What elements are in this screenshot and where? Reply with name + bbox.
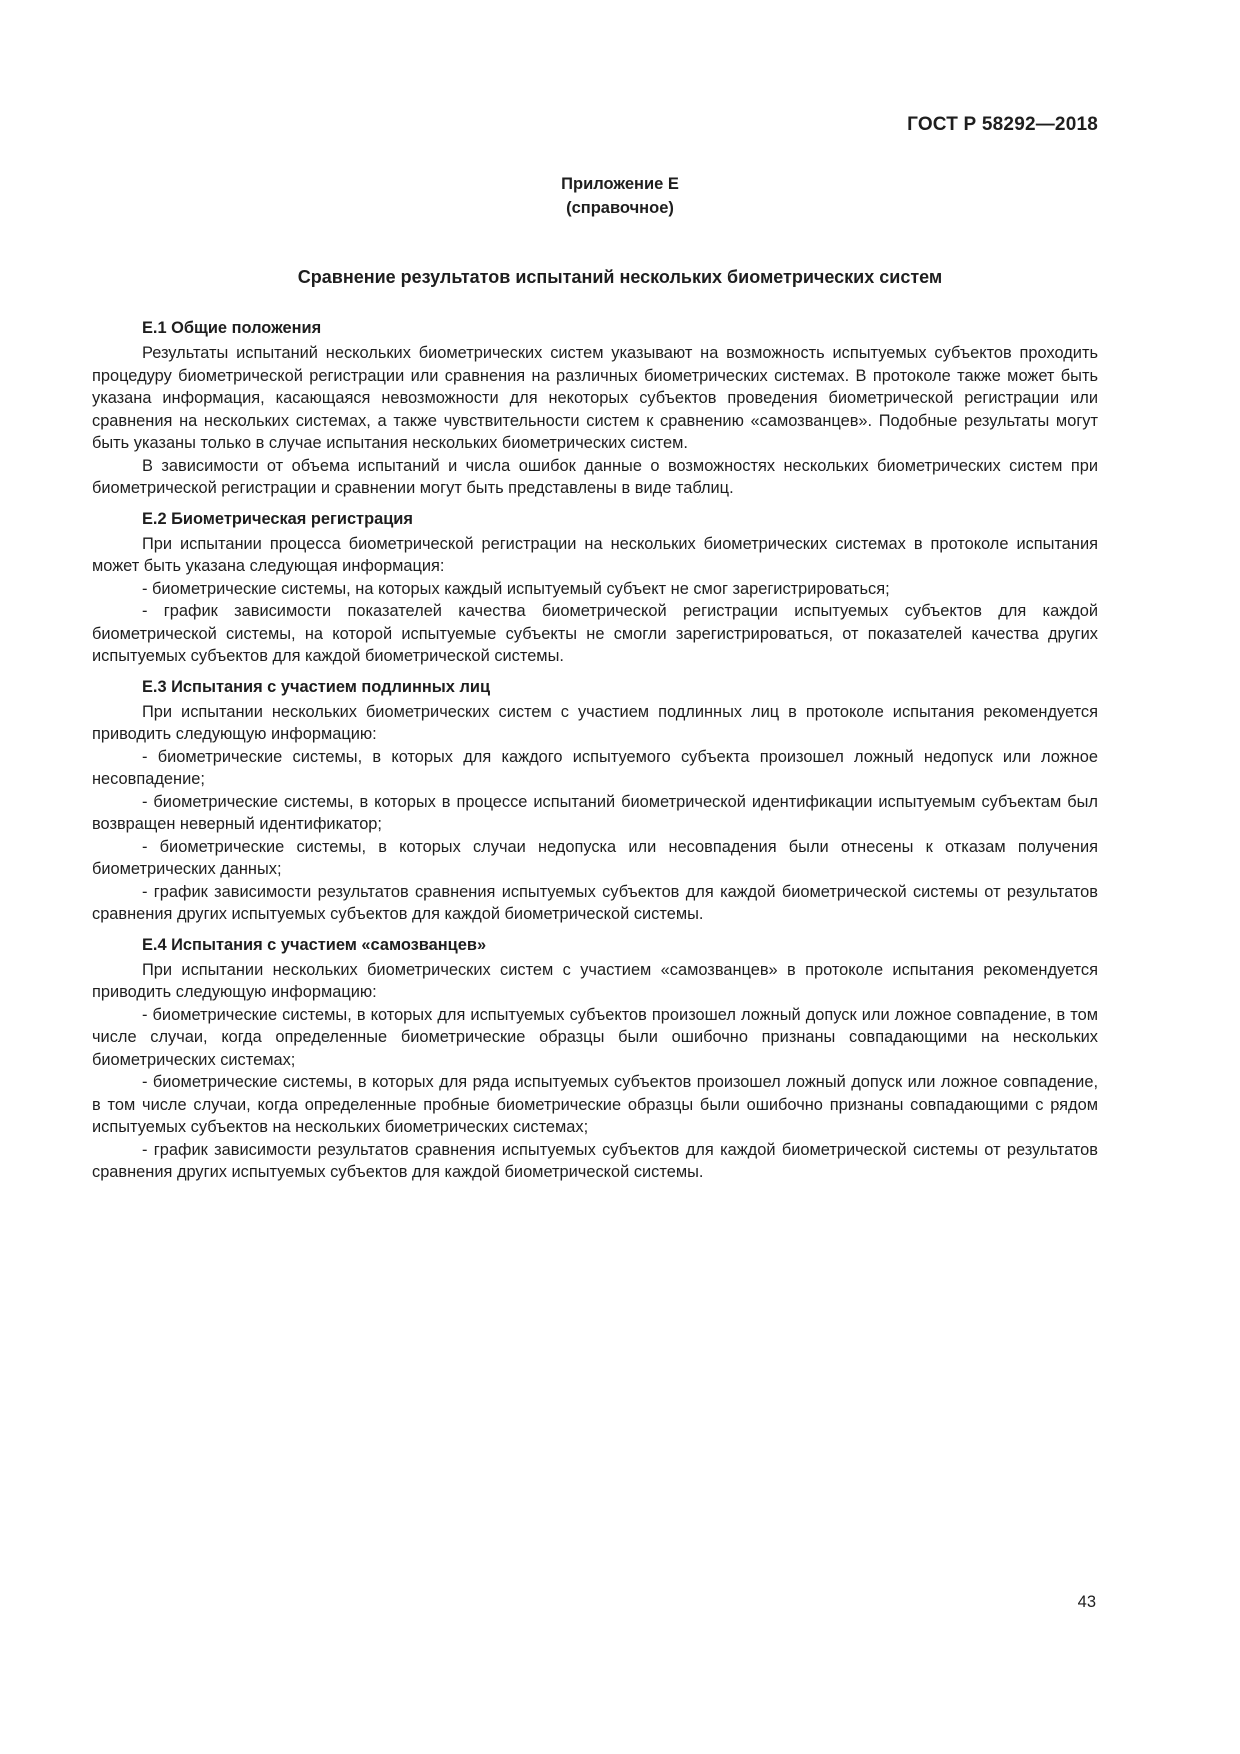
section-heading: Е.2 Биометрическая регистрация — [142, 509, 413, 528]
appendix-heading — [0, 172, 1240, 220]
paragraph: При испытании нескольких биометрических систем с участием подлинных лиц в протоколе испытания рекомендуется приводить следующую информацию: — [92, 702, 1098, 743]
list-item: - биометрические системы, на которых каждый испытуемый субъект не смог зарегистрироваться; — [142, 579, 890, 598]
paragraph: При испытании процесса биометрической регистрации на нескольких биометрических системах в протоколе испытания может быть указана следующая информация: — [92, 534, 1098, 575]
appendix-subtitle: (справочное) — [566, 199, 674, 217]
list-item: - график зависимости результатов сравнения испытуемых субъектов для каждой биометрической системы от результатов сравнения других испытуемых субъектов для каждой биометрической системы. — [92, 882, 1098, 923]
section-e1 — [92, 316, 1098, 500]
list-item: - график зависимости показателей качества биометрической регистрации испытуемых субъектов для каждой биометрической системы, на которой испытуемые субъекты не смогли зарегистрироваться, от показателей качества других испытуемых субъектов для каждой биометрической системы. — [92, 602, 1098, 665]
document-body — [92, 316, 1098, 1191]
list-item: - биометрические системы, в которых случаи недопуска или несовпадения были отнесены к отказам получения биометрических данных; — [92, 837, 1098, 878]
paragraph: При испытании нескольких биометрических систем с участием «самозванцев» в протоколе испытания рекомендуется приводить следующую информацию: — [92, 960, 1098, 1001]
list-item: - биометрические системы, в которых для ряда испытуемых субъектов произошел ложный допуск или ложное совпадение, в том числе случаи, когда определенные пробные биометрические образцы были ошибочно признаны совпадающими с рядом испытуемых субъектов на нескольких биометрических системах; — [92, 1073, 1098, 1136]
section-e4 — [92, 933, 1098, 1184]
list-item: - график зависимости результатов сравнения испытуемых субъектов для каждой биометрической системы от результатов сравнения других испытуемых субъектов для каждой биометрической системы. — [92, 1140, 1098, 1181]
list-item: - биометрические системы, в которых в процессе испытаний биометрической идентификации испытуемым субъектам был возвращен неверный идентификатор; — [92, 792, 1098, 833]
paragraph: В зависимости от объема испытаний и числа ошибок данные о возможностях нескольких биометрических систем при биометрической регистрации и сравнении могут быть представлены в виде таблиц. — [92, 456, 1098, 497]
section-e3 — [92, 675, 1098, 926]
list-item: - биометрические системы, в которых для каждого испытуемого субъекта произошел ложный недопуск или ложное несовпадение; — [92, 747, 1098, 788]
section-heading: Е.3 Испытания с участием подлинных лиц — [142, 677, 491, 696]
main-title: Сравнение результатов испытаний нескольких биометрических систем — [297, 267, 943, 287]
document-code: ГОСТ Р 58292—2018 — [907, 114, 1098, 135]
list-item: - биометрические системы, в которых для испытуемых субъектов произошел ложный допуск или ложное совпадение, в том числе случаи, когда определенные биометрические образцы были ошибочно признаны совпадающими на нескольких биометрических системах; — [92, 1005, 1098, 1069]
section-e2 — [92, 507, 1098, 668]
appendix-title: Приложение Е — [561, 175, 679, 193]
paragraph: Результаты испытаний нескольких биометрических систем указывают на возможность испытуемых субъектов проходить процедуру биометрической регистрации или сравнения на различных биометрических системах. В протоколе также может быть указана информация, касающаяся невозможности для некоторых субъектов проведения биометрической регистрации или сравнения на нескольких системах, а также чувствительности систем к сравнению «самозванцев». Подобные результаты могут быть указаны только в случае испытания нескольких биометрических систем. — [92, 344, 1098, 452]
section-heading: Е.4 Испытания с участием «самозванцев» — [142, 935, 487, 954]
page-number: 43 — [1077, 1593, 1096, 1611]
section-heading: Е.1 Общие положения — [142, 319, 322, 337]
